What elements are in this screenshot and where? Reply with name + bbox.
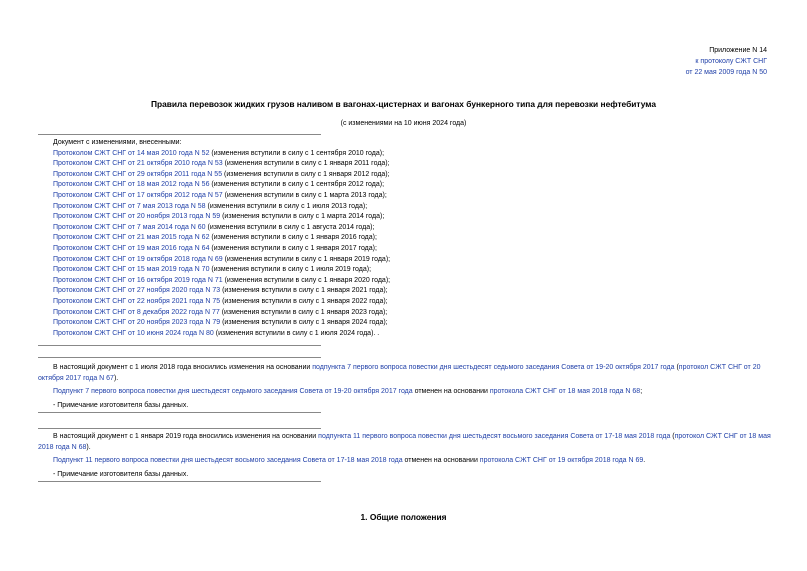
document-title: Правила перевозок жидких грузов наливом в вагонах-цистернах и вагонах бункерного типа для перевозки нефтебитума <box>150 99 657 109</box>
change-link[interactable]: Протоколом СЖТ СНГ от 15 мая 2019 года N 70 <box>53 266 210 274</box>
list-item: Протоколом СЖТ СНГ от 14 мая 2010 года N 52 (изменения вступили в силу с 1 сентября 2010 года); <box>53 149 385 157</box>
change-link[interactable]: Протоколом СЖТ СНГ от 17 октября 2012 года N 57 <box>53 191 223 199</box>
list-item: Протоколом СЖТ СНГ от 7 мая 2013 года N 58 (изменения вступили в силу с 1 июля 2013 года); <box>53 202 368 210</box>
changes-list <box>53 138 390 339</box>
list-item: Протоколом СЖТ СНГ от 20 ноября 2013 года N 59 (изменения вступили в силу с 1 марта 2014 года); <box>53 213 385 221</box>
list-item: Протоколом СЖТ СНГ от 22 ноября 2021 года N 75 (изменения вступили в силу с 1 января 2022 года); <box>53 297 388 305</box>
divider <box>38 412 321 413</box>
note-link[interactable]: протокола СЖТ СНГ от 19 октября 2018 года N 69 <box>479 457 644 464</box>
list-item: Протоколом СЖТ СНГ от 8 декабря 2022 года N 77 (изменения вступили в силу с 1 января 2023 года); <box>53 308 388 316</box>
divider <box>38 134 321 135</box>
note-paragraph: Подпункт 11 первого вопроса повестки дня шестьдесят восьмого заседания Совета от 17-18 мая 2018 года отменен на основании протокола СЖТ СНГ от 19 октября 2018 года N 69. <box>53 457 646 464</box>
change-link[interactable]: Протоколом СЖТ СНГ от 22 ноября 2021 года N 75 <box>53 297 221 305</box>
change-link[interactable]: Протоколом СЖТ СНГ от 21 мая 2015 года N 62 <box>53 234 210 242</box>
note-paragraph: Подпункт 7 первого вопроса повестки дня шестьдесят седьмого заседания Совета от 19-20 октября 2017 года отменен на основании протокола СЖТ СНГ от 18 мая 2018 года N 68; <box>53 388 643 395</box>
change-link[interactable]: Протоколом СЖТ СНГ от 20 ноября 2013 года N 59 <box>53 213 221 221</box>
appendix-date-link[interactable]: от 22 мая 2009 года N 50 <box>685 69 767 76</box>
divider <box>38 428 321 429</box>
change-link[interactable]: Протоколом СЖТ СНГ от 27 ноября 2020 года N 73 <box>53 287 221 295</box>
editor-note-2019 <box>38 432 778 483</box>
change-link[interactable]: Протоколом СЖТ СНГ от 19 мая 2016 года N 64 <box>53 244 210 252</box>
note-link[interactable]: Подпункт 11 первого вопроса повестки дня шестьдесят восьмого заседания Совета от 17-18 мая 2018 года <box>53 457 403 464</box>
change-link[interactable]: Протоколом СЖТ СНГ от 20 ноября 2023 года N 79 <box>53 319 221 327</box>
changes-heading: Документ с изменениями, внесенными: <box>53 139 182 146</box>
list-item: Протоколом СЖТ СНГ от 27 ноября 2020 года N 73 (изменения вступили в силу с 1 января 2021 года); <box>53 287 388 295</box>
divider <box>38 357 321 358</box>
db-maker-note: - Примечание изготовителя базы данных. <box>53 401 189 409</box>
note-paragraph: В настоящий документ с 1 июля 2018 года вносились изменения на основании подпункта 7 первого вопроса повестки дня шестьдесят седьмого заседания Совета от 19-20 октября 2017 года (протокол СЖТ СНГ от 20 октября 2017 года N 67). <box>38 364 761 382</box>
list-item: Протоколом СЖТ СНГ от 21 октября 2010 года N 53 (изменения вступили в силу с 1 января 2011 года); <box>53 160 390 168</box>
note-link[interactable]: подпункта 7 первого вопроса повестки дня шестьдесят седьмого заседания Совета от 19-20 октября 2017 года <box>312 364 675 371</box>
list-item: Протоколом СЖТ СНГ от 21 мая 2015 года N 62 (изменения вступили в силу с 1 января 2016 года); <box>53 234 377 242</box>
change-link[interactable]: Протоколом СЖТ СНГ от 18 мая 2012 года N 56 <box>53 181 210 189</box>
change-link[interactable]: Протоколом СЖТ СНГ от 16 октября 2019 года N 71 <box>53 276 223 284</box>
list-item: Протоколом СЖТ СНГ от 10 июня 2024 года N 80 (изменения вступили в силу с 1 июля 2024 года). . <box>53 329 380 337</box>
note-link[interactable]: протокола СЖТ СНГ от 18 мая 2018 года N 68 <box>489 388 641 395</box>
change-link[interactable]: Протоколом СЖТ СНГ от 7 мая 2013 года N 58 <box>53 202 206 210</box>
list-item: Протоколом СЖТ СНГ от 20 ноября 2023 года N 79 (изменения вступили в силу с 1 января 2024 года); <box>53 319 388 327</box>
db-maker-note: - Примечание изготовителя базы данных. <box>53 470 189 478</box>
list-item: Протоколом СЖТ СНГ от 7 мая 2014 года N 60 (изменения вступили в силу с 1 августа 2014 года); <box>53 223 375 231</box>
note-paragraph: В настоящий документ с 1 января 2019 года вносились изменения на основании подпункта 11 первого вопроса повестки дня шестьдесят восьмого заседания Совета от 17-18 мая 2018 года (протокол СЖТ СНГ от 18 мая 2018 года N 68). <box>38 433 771 451</box>
list-item: Протоколом СЖТ СНГ от 19 мая 2016 года N 64 (изменения вступили в силу с 1 января 2017 года); <box>53 244 377 252</box>
section-heading: 1. Общие положения <box>360 512 447 522</box>
change-link[interactable]: Протоколом СЖТ СНГ от 29 октября 2011 года N 55 <box>53 170 223 178</box>
editor-note-2018 <box>38 363 778 414</box>
note-link[interactable]: протокол СЖТ СНГ от 20 октября 2017 года N 67 <box>38 364 761 382</box>
divider <box>38 345 321 346</box>
note-link[interactable]: протокол СЖТ СНГ от 18 мая 2018 года N 68 <box>38 433 771 451</box>
change-link[interactable]: Протоколом СЖТ СНГ от 10 июня 2024 года N 80 <box>53 329 214 337</box>
change-link[interactable]: Протоколом СЖТ СНГ от 8 декабря 2022 года N 77 <box>53 308 220 316</box>
appendix-number: Приложение N 14 <box>709 47 767 54</box>
change-link[interactable]: Протоколом СЖТ СНГ от 21 октября 2010 года N 53 <box>53 160 223 168</box>
change-link[interactable]: Протоколом СЖТ СНГ от 14 мая 2010 года N 52 <box>53 149 210 157</box>
list-item: Протоколом СЖТ СНГ от 18 мая 2012 года N 56 (изменения вступили в силу с 1 сентября 2012 года); <box>53 181 385 189</box>
note-link[interactable]: подпункта 11 первого вопроса повестки дня шестьдесят восьмого заседания Совета от 17-18 мая 2018 года <box>318 433 671 440</box>
document-subtitle: (с изменениями на 10 июня 2024 года) <box>340 120 467 127</box>
divider <box>38 481 321 482</box>
appendix-header <box>686 45 767 78</box>
list-item: Протоколом СЖТ СНГ от 16 октября 2019 года N 71 (изменения вступили в силу с 1 января 2020 года); <box>53 276 391 284</box>
list-item: Протоколом СЖТ СНГ от 19 октября 2018 года N 69 (изменения вступили в силу с 1 января 2019 года); <box>53 255 391 263</box>
change-link[interactable]: Протоколом СЖТ СНГ от 19 октября 2018 года N 69 <box>53 255 223 263</box>
appendix-protocol-link[interactable]: к протоколу СЖТ СНГ <box>695 58 767 65</box>
note-link[interactable]: Подпункт 7 первого вопроса повестки дня шестьдесят седьмого заседания Совета от 19-20 октября 2017 года <box>53 388 413 395</box>
list-item: Протоколом СЖТ СНГ от 29 октября 2011 года N 55 (изменения вступили в силу с 1 января 2012 года); <box>53 170 390 178</box>
change-link[interactable]: Протоколом СЖТ СНГ от 7 мая 2014 года N 60 <box>53 223 206 231</box>
list-item: Протоколом СЖТ СНГ от 17 октября 2012 года N 57 (изменения вступили в силу с 1 марта 2013 года); <box>53 191 387 199</box>
list-item: Протоколом СЖТ СНГ от 15 мая 2019 года N 70 (изменения вступили в силу с 1 июля 2019 года); <box>53 266 372 274</box>
